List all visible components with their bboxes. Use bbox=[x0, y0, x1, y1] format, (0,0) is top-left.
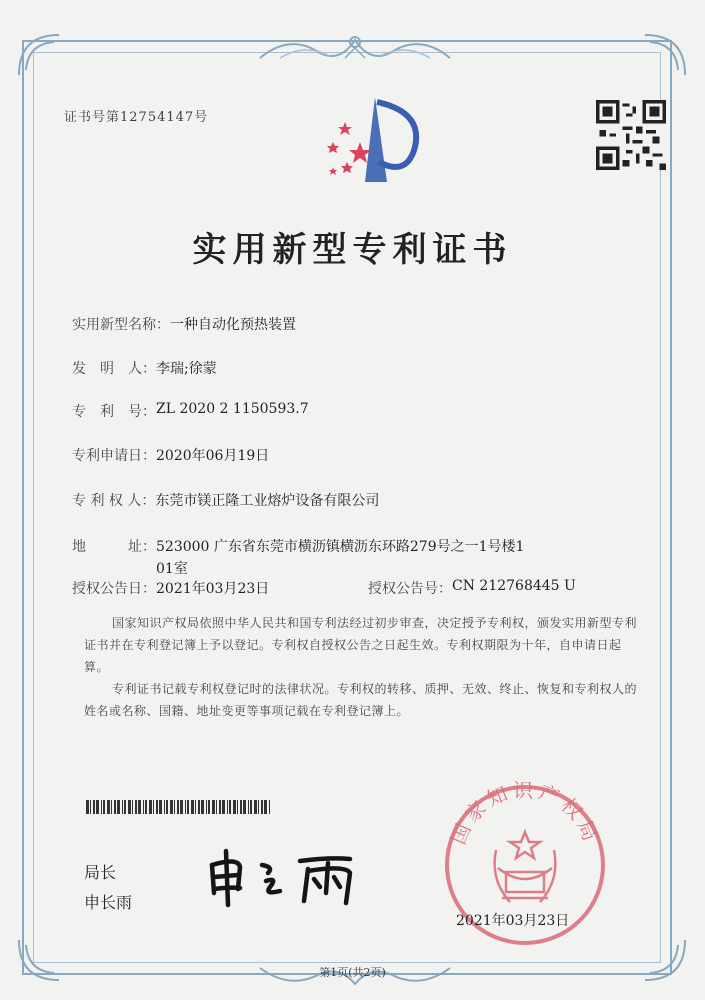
inventor-value: 李瑞;徐蒙 bbox=[156, 361, 217, 377]
seal-date: 2021年03月23日 bbox=[456, 913, 570, 929]
field-patent-number bbox=[72, 401, 309, 421]
patent-no-value: ZL 2020 2 1150593.7 bbox=[156, 401, 309, 417]
patentee-value: 东莞市镁正隆工业熔炉设备有限公司 bbox=[155, 493, 380, 509]
inventor-label: 发 明 人： bbox=[72, 361, 156, 377]
corner-ornament-tl bbox=[14, 30, 64, 80]
certificate-title: 实用新型专利证书 bbox=[192, 230, 513, 270]
certificate-number: 证书号第12754147号 bbox=[64, 110, 209, 125]
filing-date-label: 专利申请日： bbox=[72, 448, 156, 464]
barcode bbox=[86, 800, 271, 814]
grant-no-label: 授权公告号： bbox=[368, 581, 452, 597]
address-value bbox=[156, 536, 524, 580]
page-indicator: 第1页(共2页) bbox=[319, 966, 386, 979]
grant-no-value: CN 212768445 U bbox=[452, 578, 576, 594]
address-line-2: 01室 bbox=[156, 561, 188, 577]
patentee-label: 专 利 权 人： bbox=[72, 493, 156, 509]
qr-code bbox=[596, 100, 666, 170]
field-inventor bbox=[72, 358, 217, 378]
corner-ornament-tr bbox=[640, 30, 690, 80]
field-filing-date bbox=[72, 445, 269, 465]
patent-no-label: 专 利 号： bbox=[72, 404, 156, 420]
field-grant-date bbox=[72, 578, 269, 598]
name-label: 实用新型名称： bbox=[72, 317, 170, 333]
field-name bbox=[72, 314, 296, 334]
svg-text:国家知识产权局: 国家知识产权局 bbox=[445, 780, 605, 848]
director-signature bbox=[200, 843, 370, 913]
top-ornament bbox=[250, 28, 460, 68]
director-name: 申长雨 bbox=[84, 893, 133, 912]
name-value: 一种自动化预热装置 bbox=[170, 317, 296, 333]
address-line-1: 523000 广东省东莞市横沥镇横沥东环路279号之一1号楼1 bbox=[156, 539, 525, 555]
grant-date-label: 授权公告日： bbox=[72, 581, 156, 597]
address-label: 地 址： bbox=[72, 539, 156, 555]
paragraph-grant: 国家知识产权局依照中华人民共和国专利法经过初步审查，决定授予专利权，颁发实用新型专利证书并在专利登记簿上予以登记。专利权自授权公告之日起生效。专利权期限为十年，自申请日起算。 bbox=[84, 616, 638, 674]
field-patentee bbox=[72, 490, 379, 510]
field-grant-number bbox=[368, 578, 576, 598]
field-address bbox=[72, 536, 612, 580]
paragraph-legal-status: 专利证书记载专利权登记时的法律状况。专利权的转移、质押、无效、终止、恢复和专利权人的姓名或名称、国籍、地址变更等事项记载在专利登记簿上。 bbox=[84, 682, 638, 718]
director-title: 局长 bbox=[84, 863, 117, 882]
filing-date-value: 2020年06月19日 bbox=[156, 448, 270, 464]
grant-date-value: 2021年03月23日 bbox=[156, 581, 270, 597]
patent-office-logo bbox=[305, 92, 425, 192]
